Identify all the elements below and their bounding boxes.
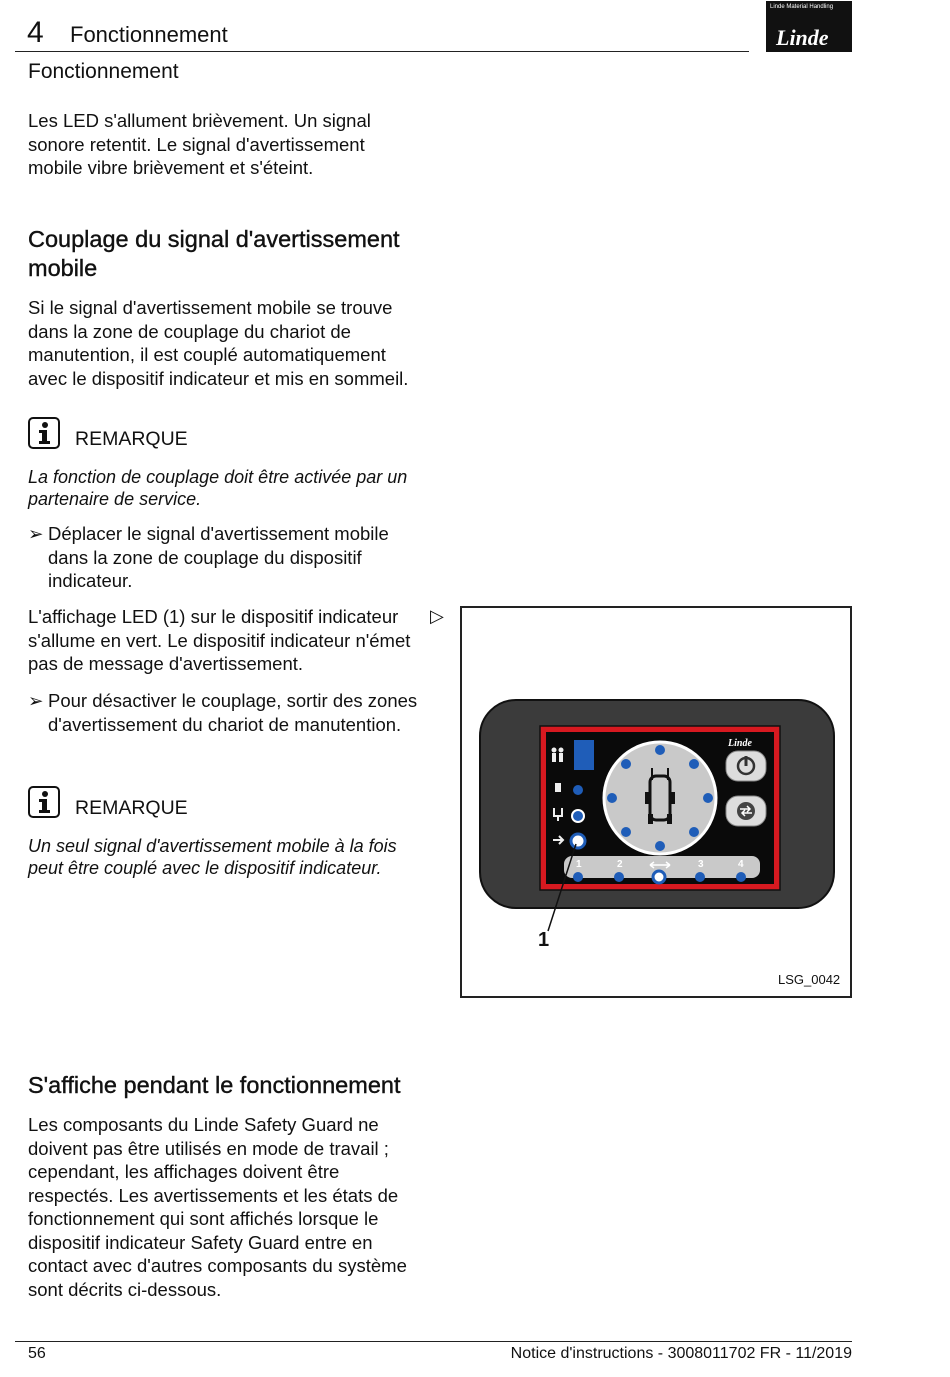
zone-number: 2 <box>617 859 623 870</box>
panel-logo: Linde <box>728 738 752 749</box>
chapter-title: Fonctionnement <box>70 22 228 47</box>
intro-paragraph: Les LED s'allument brièvement. Un signal sonore retentit. Le signal d'avertissement mobile vibre brièvement et s'éteint. <box>28 110 371 178</box>
instruction-step <box>28 522 423 594</box>
arrow-bullet-icon: ➢ <box>28 523 44 544</box>
display-paragraph: Les composants du Linde Safety Guard ne doivent pas être utilisés en mode de travail ; cependant, les affichages doivent être respectés. Les avertissements et les états de fonctionnement qui sont affichés lorsque le dispositif indicateur Safety Guard entre en contact avec d'autres composants du système sont décrits ci-dessous. <box>28 1114 407 1300</box>
footer-rule <box>15 1341 852 1342</box>
zone-number: 3 <box>698 859 704 870</box>
instruction-text: Déplacer le signal d'avertissement mobile dans la zone de couplage du dispositif indicateur. <box>48 523 389 591</box>
linde-logo <box>766 1 852 52</box>
note-text: Un seul signal d'avertissement mobile à la fois peut être couplé avec le dispositif indicateur. <box>28 836 397 878</box>
instruction-step <box>28 689 423 761</box>
zone-number: 4 <box>738 859 744 870</box>
result-paragraph: L'affichage LED (1) sur le dispositif indicateur s'allume en vert. Le dispositif indicateur n'émet pas de message d'avertissement. <box>28 606 411 674</box>
note-text: La fonction de couplage doit être activée par un partenaire de service. <box>28 467 408 509</box>
arrow-bullet-icon: ➢ <box>28 690 44 711</box>
figure-callout-number: 1 <box>538 929 550 951</box>
note-label: REMARQUE <box>75 428 188 450</box>
info-icon <box>28 786 60 818</box>
header-rule <box>15 51 749 52</box>
instruction-text: Pour désactiver le couplage, sortir des zones d'avertissement du chariot de manutention. <box>48 690 418 735</box>
coupling-paragraph: Si le signal d'avertissement mobile se trouve dans la zone de couplage du chariot de manutention, il est couplé automatiquement avec le dispositif indicateur et mis en sommeil. <box>28 297 409 389</box>
indicator-device-illustration <box>462 608 850 996</box>
logo-tagline: Linde Material Handling <box>770 4 834 10</box>
document-info: Notice d'instructions - 3008011702 FR - 11/2019 <box>510 1345 852 1362</box>
chapter-number: 4 <box>27 16 44 49</box>
note-label: REMARQUE <box>75 797 188 819</box>
section-title: Fonctionnement <box>28 60 179 83</box>
figure-code: LSG_0042 <box>778 972 841 987</box>
logo-wordmark: Linde <box>776 25 829 50</box>
result-triangle-icon: ▷ <box>430 606 444 626</box>
device-figure <box>460 606 852 998</box>
zone-number: 1 <box>576 859 582 870</box>
info-icon <box>28 417 60 449</box>
display-heading: S'affiche pendant le fonctionnement <box>28 1072 401 1098</box>
page-number: 56 <box>28 1345 46 1362</box>
coupling-heading: Couplage du signal d'avertissement mobile <box>28 226 400 281</box>
